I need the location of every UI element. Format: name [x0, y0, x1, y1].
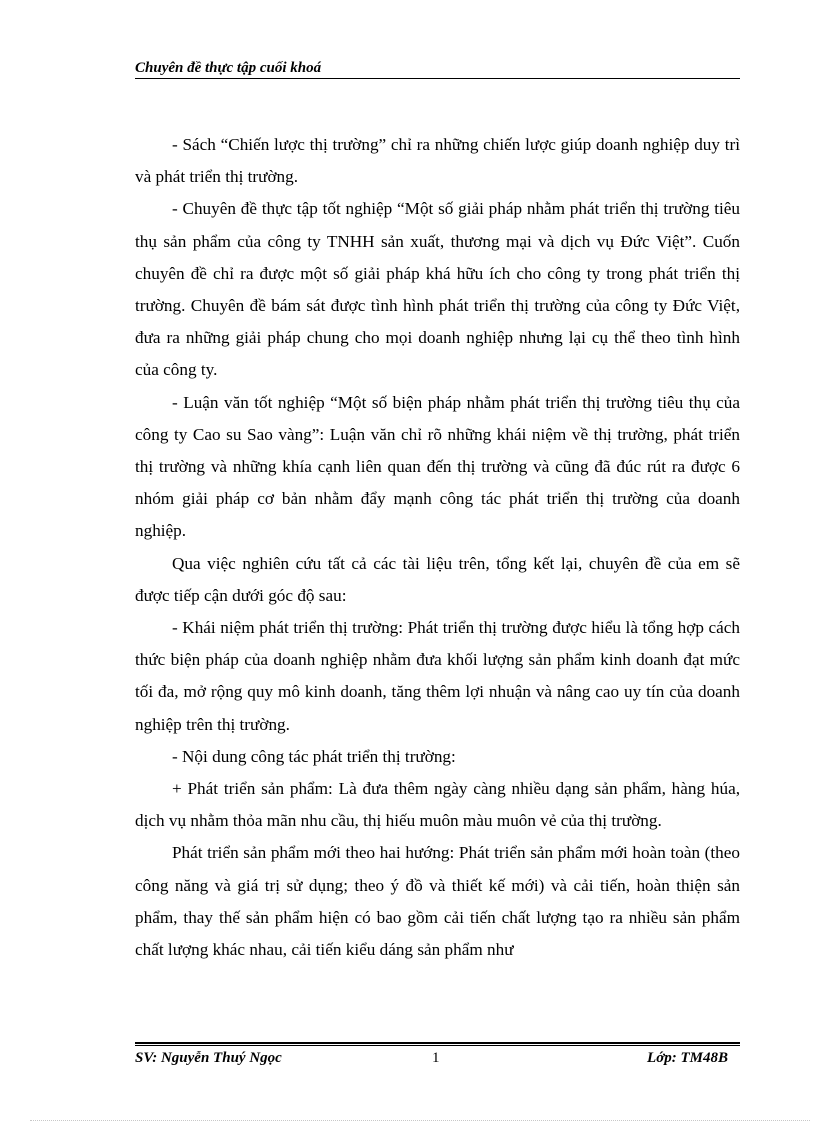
paragraph-thesis-duc-viet: - Chuyên đề thực tập tốt nghiệp “Một số giải pháp nhằm phát triển thị trường tiêu thụ sản phẩm của công ty TNHH sản xuất, thương mại và dịch vụ Đức Việt”. Cuốn chuyên đề chỉ ra được một số giải pháp khá hữu ích cho công ty trong phát triển thị trường. Chuyên đề bám sát được tình hình phát triển thị trường của công ty Đức Việt, đưa ra những giải pháp chung cho mọi doanh nghiệp nhưng lại cụ thể theo tình hình của công ty. [135, 199, 740, 380]
paragraph-book-strategy: - Sách “Chiến lược thị trường” chỉ ra những chiến lược giúp doanh nghiệp duy trì và phát triển thị trường. [135, 135, 740, 187]
page-header [135, 58, 740, 79]
footer-student-name: SV: Nguyễn Thuý Ngọc [135, 1050, 282, 1066]
footer-divider [135, 1042, 740, 1044]
paragraph-market-definition: - Khái niệm phát triển thị trường: Phát triển thị trường được hiểu là tổng hợp cách thức biện pháp của doanh nghiệp nhằm đưa khối lượng sản phẩm kinh doanh đạt mức tối đa, mở rộng quy mô kinh doanh, tăng thêm lợi nhuận và nâng cao uy tín của doanh nghiệp trên thị trường. [135, 618, 740, 734]
footer-divider-thin [135, 1045, 740, 1046]
paragraph-content-heading: - Nội dung công tác phát triển thị trường: [172, 746, 456, 766]
footer-class: Lớp: TM48B [647, 1050, 728, 1066]
paragraph-new-product: Phát triển sản phẩm mới theo hai hướng: Phát triển sản phẩm mới hoàn toàn (theo công năng và giá trị sử dụng; theo ý đồ và thiết kế mới) và cải tiến, hoàn thiện sản phẩm, thay thế sản phẩm hiện có bao gồm cải tiến chất lượng tạo ra nhiều sản phẩm chất lượng khác nhau, cải tiến kiểu dáng sản phẩm như [135, 843, 740, 960]
page-bottom-border [30, 1120, 810, 1121]
paragraph-thesis-sao-vang: - Luận văn tốt nghiệp “Một số biện pháp nhằm phát triển thị trường tiêu thụ của công ty Cao su Sao vàng”: Luận văn chỉ rõ những khái niệm về thị trường, phát triển thị trường và những khía cạnh liên quan đến thị trường và cũng đã đúc rút ra được 6 nhóm giải pháp cơ bản nhằm đẩy mạnh công tác phát triển thị trường của doanh nghiệp. [135, 392, 740, 541]
paragraph-product-development: + Phát triển sản phẩm: Là đưa thêm ngày càng nhiều dạng sản phẩm, hàng húa, dịch vụ nhằm thỏa mãn nhu cầu, thị hiếu muôn màu muôn vẻ của thị trường. [135, 779, 740, 831]
paragraph-summary: Qua việc nghiên cứu tất cả các tài liệu trên, tổng kết lại, chuyên đề của em sẽ được tiếp cận dưới góc độ sau: [135, 553, 740, 605]
page-footer [135, 1047, 740, 1069]
document-body [135, 129, 740, 966]
page-number: 1 [432, 1050, 440, 1066]
header-title: Chuyên đề thực tập cuối khoá [135, 60, 322, 76]
